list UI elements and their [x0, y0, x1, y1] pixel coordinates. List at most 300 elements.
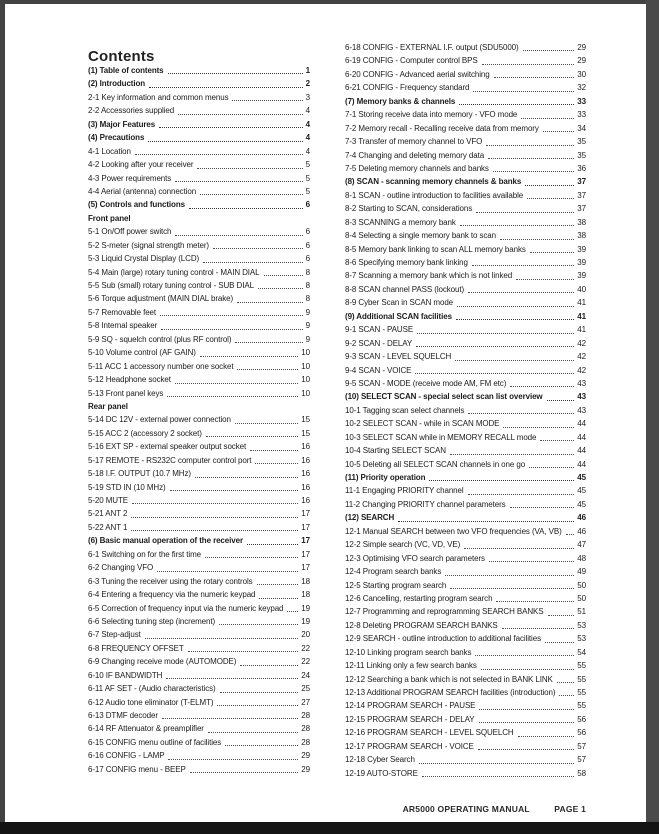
toc-entry: [88, 306, 310, 319]
toc-entry-page: 4: [305, 119, 310, 129]
dotted-leader: [159, 127, 303, 128]
toc-entry-page: 17: [301, 509, 310, 519]
toc-entry-label: 4-4 Aerial (antenna) connection: [88, 186, 197, 196]
toc-entry: [88, 266, 310, 279]
dotted-leader: [419, 763, 575, 764]
dotted-leader: [468, 494, 575, 495]
scan-border-right: [646, 0, 659, 834]
dotted-leader: [170, 490, 299, 491]
toc-entry-page: 15: [301, 415, 310, 425]
toc-entry: [88, 440, 310, 453]
dotted-leader: [455, 360, 574, 361]
dotted-leader: [518, 736, 575, 737]
dotted-leader: [232, 100, 302, 101]
toc-entry: [345, 296, 586, 309]
toc-entry: [88, 319, 310, 332]
toc-entry-label: 12-15 PROGRAM SEARCH - DELAY: [345, 714, 475, 724]
scan-border-top: [0, 0, 659, 4]
toc-entry-label: 5-16 EXT SP - external speaker output socket: [88, 442, 247, 452]
toc-entry-label: 6-10 IF BANDWIDTH: [88, 670, 163, 680]
dotted-leader: [258, 288, 303, 289]
toc-entry-page: 16: [301, 442, 310, 452]
toc-entry-label: 6-17 CONFIG menu - BEEP: [88, 764, 186, 774]
toc-entry-page: 29: [577, 43, 586, 52]
toc-entry-label: (4) Precautions: [88, 133, 145, 143]
toc-entry-page: 43: [577, 392, 586, 402]
toc-entry-page: 5: [305, 160, 310, 170]
toc-entry-label: 6-20 CONFIG - Advanced aerial switching: [345, 69, 490, 79]
toc-entry-label: 6-13 DTMF decoder: [88, 711, 158, 720]
toc-entry-page: 48: [577, 553, 586, 563]
dotted-leader: [287, 611, 298, 612]
toc-entry-page: 1: [305, 66, 310, 75]
toc-entry-label: 9-4 SCAN - VOICE: [345, 365, 412, 375]
dotted-leader: [161, 329, 302, 330]
toc-entry: [88, 413, 310, 426]
toc-entry-page: 50: [577, 580, 586, 590]
dotted-leader: [213, 248, 303, 249]
toc-entry: [88, 628, 310, 641]
toc-entry-page: 17: [301, 536, 310, 546]
toc-entry: [88, 481, 310, 494]
toc-entry-page: 6: [305, 240, 310, 250]
toc-entry-label: 6-9 Changing receive mode (AUTOMODE): [88, 657, 237, 667]
toc-entry: [88, 346, 310, 359]
dotted-leader: [543, 131, 575, 132]
dotted-leader: [457, 306, 574, 307]
toc-entry: [88, 77, 310, 90]
toc-entry: [345, 538, 586, 551]
toc-entry-page: 38: [577, 217, 586, 227]
toc-entry-page: 29: [577, 56, 586, 66]
toc-entry-page: 10: [301, 375, 310, 385]
toc-entry-label: 7-1 Storing receive data into memory - VFO mode: [345, 110, 518, 120]
dotted-leader: [500, 239, 574, 240]
toc-entry: [345, 216, 586, 229]
toc-entry: [345, 350, 586, 363]
toc-entry: [345, 256, 586, 269]
dotted-leader: [178, 114, 303, 115]
dotted-leader: [206, 436, 298, 437]
toc-entry-label: 9-5 SCAN - MODE (receive mode AM, FM etc): [345, 378, 507, 388]
toc-entry-page: 10: [301, 361, 310, 371]
toc-entry: [88, 548, 310, 561]
dotted-leader: [220, 692, 299, 693]
toc-entry-page: 45: [577, 486, 586, 496]
toc-entry-label: 6-11 AF SET - (Audio characteristics): [88, 684, 216, 694]
toc-entry-page: 55: [577, 701, 586, 711]
toc-entry-label: (12) SEARCH: [345, 513, 395, 523]
toc-entry-label: 5-2 S-meter (signal strength meter): [88, 240, 209, 250]
toc-entry-label: 6-12 Audio tone eliminator (T-ELMT): [88, 697, 214, 707]
toc-entry-page: 9: [305, 307, 310, 317]
dotted-leader: [493, 171, 574, 172]
dotted-leader: [494, 77, 575, 78]
toc-entry-label: 2-1 Key information and common menus: [88, 92, 229, 102]
toc-entry: [345, 458, 586, 471]
toc-entry: [345, 659, 586, 672]
toc-entry-page: 55: [577, 688, 586, 697]
toc-entry-page: 4: [305, 146, 310, 156]
toc-entry: [345, 552, 586, 565]
toc-entry: [345, 619, 586, 632]
dotted-leader: [157, 571, 298, 572]
toc-entry-label: 5-1 On/Off power switch: [88, 227, 172, 237]
dotted-leader: [502, 628, 575, 629]
dotted-leader: [131, 517, 298, 518]
toc-entry: [345, 95, 586, 108]
toc-entry-label: 6-7 Step-adjust: [88, 630, 141, 640]
toc-entry-label: 12-13 Additional PROGRAM SEARCH facilities (introduction): [345, 688, 556, 697]
toc-entry: [88, 454, 310, 467]
toc-entry-page: 33: [577, 110, 586, 120]
toc-entry: [88, 682, 310, 695]
toc-entry-label: (2) Introduction: [88, 79, 146, 89]
dotted-leader: [481, 669, 575, 670]
toc-entry-label: 6-18 CONFIG - EXTERNAL I.F. output (SDU5000): [345, 43, 519, 52]
dotted-leader: [527, 198, 574, 199]
toc-entry: [345, 390, 586, 403]
toc-entry-label: 8-9 Cyber Scan in SCAN mode: [345, 298, 454, 308]
toc-entry-label: 5-13 Front panel keys: [88, 388, 164, 398]
toc-entry-page: 41: [577, 325, 586, 335]
toc-entry-label: 5-15 ACC 2 (accessory 2 socket): [88, 428, 202, 438]
toc-entry-label: 9-1 SCAN - PAUSE: [345, 325, 414, 335]
dotted-leader: [131, 530, 298, 531]
toc-entry-page: 16: [301, 482, 310, 492]
dotted-leader: [510, 507, 575, 508]
toc-entry: [88, 696, 310, 709]
toc-entry: [345, 229, 586, 242]
dotted-leader: [240, 665, 298, 666]
toc-entry-label: (10) SELECT SCAN - special select scan list overview: [345, 392, 543, 402]
toc-entry: [345, 54, 586, 67]
dotted-leader: [188, 651, 299, 652]
toc-entry-page: 57: [577, 741, 586, 751]
toc-entry-label: 6-4 Entering a frequency via the numeric keypad: [88, 590, 256, 600]
toc-entry-page: 28: [301, 737, 310, 747]
toc-entry-page: 53: [577, 634, 586, 644]
toc-entry-label: (1) Table of contents: [88, 66, 164, 75]
toc-entry: [345, 673, 586, 686]
dotted-leader: [135, 154, 303, 155]
toc-entry-label: 5-20 MUTE: [88, 496, 128, 505]
toc-entry-page: 5: [305, 173, 310, 183]
dotted-leader: [473, 91, 574, 92]
toc-entry-page: 16: [301, 455, 310, 465]
toc-entry-page: 8: [305, 267, 310, 277]
toc-entry-label: 9-2 SCAN - DELAY: [345, 338, 413, 348]
toc-entry-page: 39: [577, 271, 586, 281]
toc-entry: [345, 565, 586, 578]
dotted-leader: [464, 548, 574, 549]
toc-entry-label: 5-14 DC 12V - external power connection: [88, 415, 231, 425]
toc-entry-page: 51: [577, 607, 586, 617]
toc-entry: [345, 767, 586, 780]
dotted-leader: [456, 319, 574, 320]
toc-entry: [345, 471, 586, 484]
toc-entry-label: 4-1 Location: [88, 146, 131, 156]
toc-entry-label: 6-14 RF Attenuator & preamplifier: [88, 724, 204, 734]
dotted-leader: [235, 342, 302, 343]
toc-entry: [88, 172, 310, 185]
dotted-leader: [489, 561, 574, 562]
dotted-leader: [482, 64, 575, 65]
toc-entry: [88, 736, 310, 749]
toc-entry-page: 49: [577, 567, 586, 577]
toc-entry-page: 28: [301, 724, 310, 734]
dotted-leader: [450, 588, 574, 589]
toc-entry: [345, 713, 586, 726]
toc-entry-label: 5-21 ANT 2: [88, 509, 128, 519]
dotted-leader: [478, 749, 575, 750]
toc-entry-page: 47: [577, 540, 586, 550]
toc-entry: [88, 615, 310, 628]
toc-entry-label: 5-6 Torque adjustment (MAIN DIAL brake): [88, 294, 234, 304]
toc-entry-page: 8: [305, 294, 310, 304]
toc-entry-label: 6-8 FREQUENCY OFFSET: [88, 643, 184, 653]
toc-entry-page: 44: [577, 459, 586, 469]
toc-entry-page: 33: [577, 96, 586, 106]
toc-entry: [345, 310, 586, 323]
toc-entry-label: 6-19 CONFIG - Computer control BPS: [345, 56, 478, 66]
toc-entry-label: (11) Priority operation: [345, 473, 426, 482]
toc-entry: [345, 68, 586, 81]
toc-entry-page: 37: [577, 204, 586, 214]
toc-entry: [345, 41, 586, 54]
toc-entry: [88, 158, 310, 171]
dotted-leader: [190, 772, 299, 773]
dotted-leader: [496, 601, 574, 602]
toc-entry-label: 12-4 Program search banks: [345, 567, 442, 577]
dotted-leader: [205, 557, 298, 558]
toc-entry-label: 4-2 Looking after your receiver: [88, 160, 194, 170]
scan-border-left: [0, 0, 5, 834]
toc-entry-page: 55: [577, 661, 586, 671]
toc-entry-label: 8-3 SCANNING a memory bank: [345, 217, 456, 227]
toc-entry-page: 22: [301, 657, 310, 667]
toc-entry-label: 7-3 Transfer of memory channel to VFO: [345, 137, 483, 147]
toc-entry-label: 10-1 Tagging scan select channels: [345, 405, 465, 415]
toc-entry-label: 7-2 Memory recall - Recalling receive data from memory: [345, 123, 539, 133]
toc-entry: [345, 646, 586, 659]
toc-entry: [345, 498, 586, 511]
toc-entry-page: 8: [305, 281, 310, 290]
toc-entry: [88, 292, 310, 305]
toc-entry: [345, 431, 586, 444]
toc-entry: [88, 279, 310, 292]
toc-subheading: [88, 400, 310, 413]
toc-entry-page: 17: [301, 549, 310, 559]
dotted-leader: [200, 194, 303, 195]
toc-entry: [88, 763, 310, 776]
toc-entry: [88, 131, 310, 144]
toc-entry-label: 11-1 Engaging PRIORITY channel: [345, 486, 464, 496]
toc-entry-label: 12-2 Simple search (VC, VD, VE): [345, 540, 461, 550]
toc-entry: [345, 162, 586, 175]
toc-entry: [345, 444, 586, 457]
dotted-leader: [162, 718, 298, 719]
footer-page-number: PAGE 1: [554, 804, 586, 814]
toc-entry: [345, 632, 586, 645]
toc-entry: [88, 494, 310, 507]
toc-entry-label: 6-15 CONFIG menu outline of facilities: [88, 737, 222, 747]
toc-entry-page: 42: [577, 338, 586, 348]
toc-entry: [345, 511, 586, 524]
toc-entry-label: 11-2 Changing PRIORITY channel parameters: [345, 499, 506, 509]
toc-entry: [88, 561, 310, 574]
dotted-leader: [479, 722, 575, 723]
toc-entry-label: 12-8 Deleting PROGRAM SEARCH BANKS: [345, 620, 498, 630]
dotted-leader: [479, 709, 574, 710]
dotted-leader: [525, 185, 574, 186]
toc-column-left: [88, 64, 310, 776]
toc-entry-page: 6: [305, 227, 310, 237]
toc-entry-page: 32: [577, 83, 586, 93]
toc-entry-label: 8-2 Starting to SCAN, considerations: [345, 204, 473, 214]
dotted-leader: [557, 682, 575, 683]
dotted-leader: [160, 315, 303, 316]
toc-entry-label: 5-18 I.F. OUTPUT (10.7 MHz): [88, 469, 191, 479]
toc-entry-label: 5-17 REMOTE - RS232C computer control port: [88, 455, 252, 465]
toc-entry-page: 18: [301, 590, 310, 600]
toc-entry-label: 6-16 CONFIG - LAMP: [88, 751, 165, 761]
toc-entry-page: 46: [577, 526, 586, 536]
toc-entry-page: 6: [305, 254, 310, 264]
toc-entry-label: 12-11 Linking only a few search banks: [345, 661, 477, 671]
toc-entry-page: 10: [301, 348, 310, 358]
toc-entry-page: 2: [305, 79, 310, 89]
toc-entry-page: 56: [577, 728, 586, 738]
toc-entry-label: 5-22 ANT 1: [88, 522, 128, 532]
dotted-leader: [235, 423, 298, 424]
toc-entry: [345, 122, 586, 135]
toc-entry-label: 10-4 Starting SELECT SCAN: [345, 446, 446, 456]
toc-entry-page: 6: [305, 200, 310, 210]
dotted-leader: [259, 598, 298, 599]
dotted-leader: [545, 642, 574, 643]
toc-entry: [88, 91, 310, 104]
page-footer: [0, 804, 586, 814]
toc-entry: [88, 145, 310, 158]
toc-entry-page: 44: [577, 432, 586, 442]
toc-entry-page: 41: [577, 298, 586, 308]
toc-entry-page: 39: [577, 244, 586, 254]
toc-entry: [88, 239, 310, 252]
toc-entry: [345, 605, 586, 618]
dotted-leader: [175, 235, 302, 236]
toc-entry-page: 20: [301, 630, 310, 640]
dotted-leader: [516, 279, 574, 280]
toc-entry-label: (8) SCAN - scanning memory channels & banks: [345, 177, 522, 187]
toc-entry-label: 5-12 Headphone socket: [88, 375, 171, 385]
dotted-leader: [132, 503, 298, 504]
toc-entry: [345, 417, 586, 430]
toc-entry-page: 5: [305, 186, 310, 196]
dotted-leader: [208, 732, 298, 733]
toc-subheading: [88, 212, 310, 225]
dotted-leader: [486, 145, 574, 146]
toc-entry-label: 10-2 SELECT SCAN - while in SCAN MODE: [345, 419, 500, 429]
toc-entry: [345, 149, 586, 162]
toc-entry: [345, 484, 586, 497]
toc-entry-page: 25: [301, 684, 310, 694]
toc-entry: [345, 189, 586, 202]
dotted-leader: [168, 759, 298, 760]
dotted-leader: [225, 745, 298, 746]
toc-entry: [88, 467, 310, 480]
dotted-leader: [529, 467, 574, 468]
dotted-leader: [175, 181, 302, 182]
toc-entry-page: 35: [577, 150, 586, 160]
toc-entry-label: 12-1 Manual SEARCH between two VFO frequencies (VA, VB): [345, 526, 562, 536]
toc-entry: [345, 404, 586, 417]
dotted-leader: [540, 440, 574, 441]
toc-entry-label: 8-5 Memory bank linking to scan ALL memory banks: [345, 244, 526, 254]
toc-entry: [88, 387, 310, 400]
toc-entry-page: 10: [301, 388, 310, 398]
toc-entry-page: 3: [305, 92, 310, 102]
toc-entry-page: 42: [577, 352, 586, 362]
toc-entry-page: 28: [301, 711, 310, 720]
dotted-leader: [450, 454, 574, 455]
dotted-leader: [548, 615, 575, 616]
toc-entry-page: 37: [577, 177, 586, 187]
dotted-leader: [250, 450, 298, 451]
toc-column-right: [345, 41, 586, 780]
dotted-leader: [559, 695, 574, 696]
toc-entry-label: 6-5 Correction of frequency input via the numeric keypad: [88, 603, 284, 613]
toc-entry-label: 8-6 Specifying memory bank linking: [345, 258, 468, 267]
toc-entry: [345, 686, 586, 699]
dotted-leader: [166, 678, 298, 679]
toc-entry-page: 4: [305, 133, 310, 143]
toc-entry: [88, 655, 310, 668]
dotted-leader: [197, 168, 302, 169]
toc-entry-label: 9-3 SCAN - LEVEL SQUELCH: [345, 352, 452, 362]
toc-entry-page: 42: [577, 365, 586, 375]
toc-entry-label: Front panel: [88, 213, 131, 223]
dotted-leader: [417, 333, 574, 334]
toc-entry-page: 56: [577, 714, 586, 724]
toc-entry-label: 7-4 Changing and deleting memory data: [345, 150, 485, 160]
toc-entry-page: 17: [301, 522, 310, 532]
toc-entry-label: (3) Major Features: [88, 119, 156, 129]
toc-entry: [345, 726, 586, 739]
dotted-leader: [415, 373, 574, 374]
toc-entry-page: 43: [577, 378, 586, 388]
toc-entry-page: 9: [305, 334, 310, 344]
dotted-leader: [468, 292, 574, 293]
toc-entry-label: 7-5 Deleting memory channels and banks: [345, 163, 489, 173]
toc-entry-label: 5-8 Internal speaker: [88, 321, 158, 331]
toc-entry: [345, 525, 586, 538]
toc-entry: [345, 337, 586, 350]
toc-entry-page: 9: [305, 321, 310, 331]
dotted-leader: [416, 346, 574, 347]
toc-entry: [345, 753, 586, 766]
toc-entry-page: 16: [301, 496, 310, 505]
dotted-leader: [503, 427, 574, 428]
toc-entry-label: 6-1 Switching on for the first time: [88, 549, 201, 559]
dotted-leader: [175, 383, 298, 384]
toc-entry-page: 39: [577, 258, 586, 267]
dotted-leader: [237, 302, 303, 303]
toc-entry: [345, 579, 586, 592]
dotted-leader: [530, 252, 575, 253]
page-title: Contents: [88, 48, 155, 66]
dotted-leader: [149, 87, 303, 88]
